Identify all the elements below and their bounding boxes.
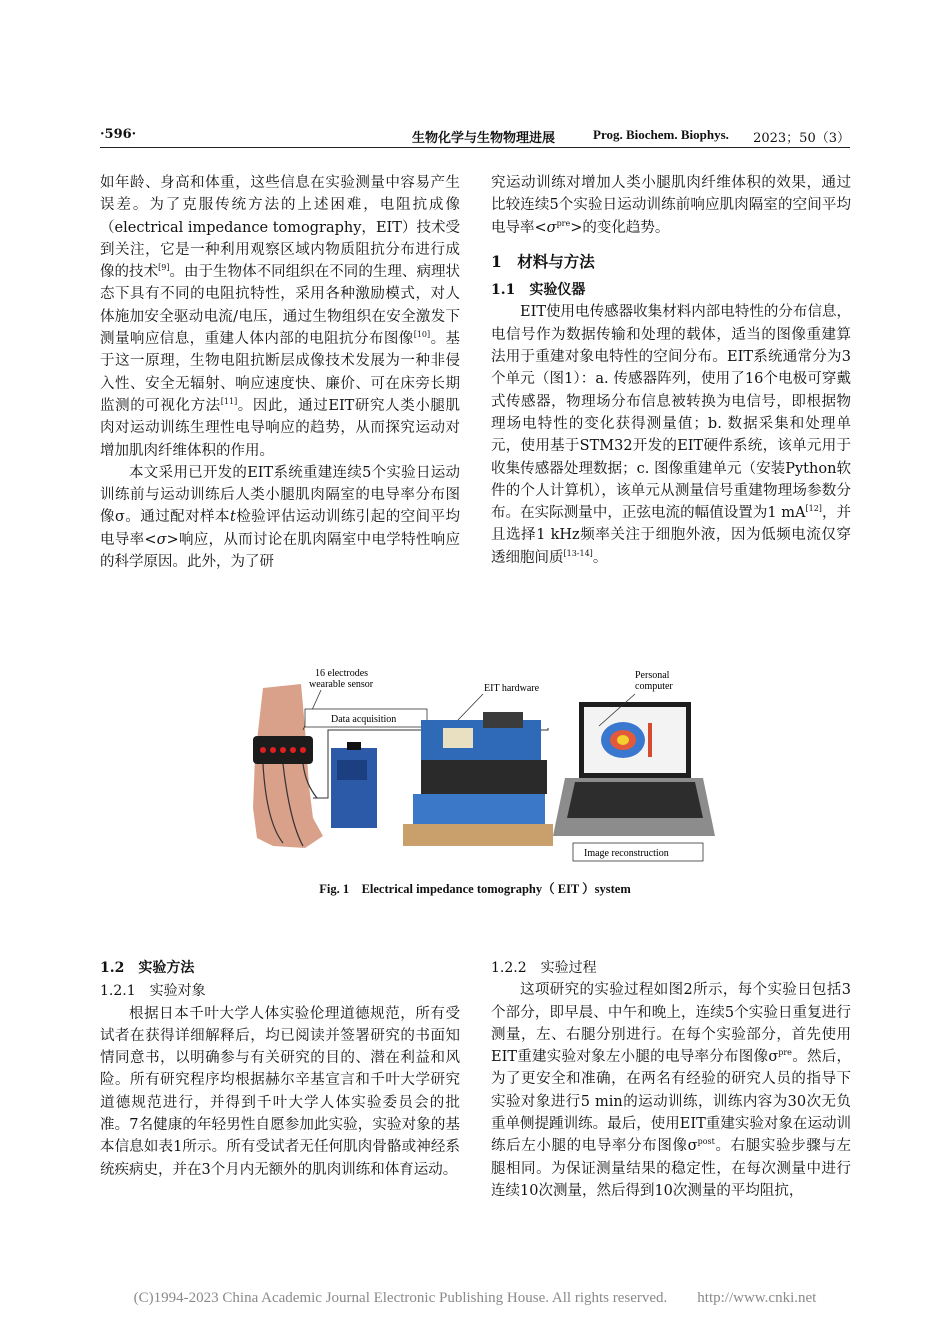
subsection-heading: 1.1 实验仪器: [491, 282, 586, 299]
copyright-footer: (C)1994-2023 China Academic Journal Electronic Publishing House. All rights reserved. http://www.cnki.net: [133, 1290, 817, 1306]
label-eit-hardware: EIT hardware: [484, 683, 540, 694]
label-data-acquisition: Data acquisition: [331, 714, 397, 725]
left-column-upper: [100, 172, 460, 573]
citation[interactable]: [12]: [805, 504, 822, 514]
eit-system-illustration: [243, 668, 715, 871]
paragraph: 本文采用已开发的EIT系统重建连续5个实验日运动训练前与运动训练后人类小腿肌肉隔室的电导率分布图像σ。通过配对样本t检验评估运动训练引起的空间平均电导率<σ>响应，从而讨论在肌肉隔室中电学特性响应的科学原因。此外，为了研: [100, 464, 460, 571]
right-column-lower: [491, 957, 851, 1202]
journal-title-cn: 生物化学与生物物理进展: [412, 131, 556, 146]
section-heading: 1 材料与方法: [491, 251, 595, 271]
subsubsection-heading: 1.2.1 实验对象: [100, 983, 206, 1000]
left-column-lower: [100, 957, 460, 1181]
journal-title-en: Prog. Biochem. Biophys.: [593, 127, 729, 142]
figure-eit-system: [243, 668, 715, 871]
paragraph: 究运动训练对增加人类小腿肌肉纤维体积的效果，通过比较连续5个实验日运动训练前响应肌肉隔室的空间平均电导率$<\sigma^{pre}>$的变化趋势。: [491, 175, 851, 236]
citation[interactable]: [13-14]: [563, 548, 593, 558]
citation[interactable]: [9]: [158, 263, 170, 273]
figure-caption: Fig. 1 Electrical impedance tomography（ EIT ）system: [319, 882, 631, 896]
journal-volume: 2023；50（3）: [753, 131, 850, 146]
page-header: [100, 124, 850, 148]
citation[interactable]: [10]: [413, 330, 431, 340]
paragraph: EIT使用电传感器收集材料内部电特性的分布信息，电信号作为数据传输和处理的载体，适当的图像重建算法用于重建对象电特性的空间分布。EIT系统通常分为3个单元（图1）：a. 传感器阵列，使用了16个电极可穿戴式传感器，物理场分布信息被转换为电信号，即根据物理场电特性的变化获得测量值；b. 数据采集和处理单元，使用基于STM32开发的EIT硬件系统，该单元用于收集传感器处理数据；c. 图像重建单元（安装Python软件的个人计算机），该单元从测量信号重建物理场参数分布。在实际测量中，正弦电流的幅值设置为1 mA[12]，并且选择1 kHz频率关注于细胞外液，因为低频电流仅穿透细胞间质[13-14]。: [491, 304, 851, 566]
label-electrodes: 16 electrodes: [315, 668, 369, 679]
citation[interactable]: [11]: [220, 397, 238, 407]
paragraph: 如年龄、身高和体重，这些信息在实验测量中容易产生误差。为了克服传统方法的上述困难，电阻抗成像（electrical impedance tomography，EIT）技术受到关注，它是一种利用观察区域内物质阻抗分布进行成像的技术[9]。由于生物体不同组织在不同的生理、病理状态下具有不同的电阻抗特性，采用各种激励模式，对人体施加安全驱动电流/电压，通过生物组织在安全激发下测量响应信息，重建人体内部的电阻抗分布图像[10]。基于这一原理，生物电阻抗断层成像技术发展为一种非侵入性、安全无辐射、响应速度快、廉价、可在床旁长期监测的可视化方法[11]。因此，通过EIT研究人类小腿肌肉对运动训练生理性电导响应的趋势，从而探究运动对增加肌肉纤维体积的作用。: [100, 175, 461, 459]
right-column-upper: [491, 172, 851, 569]
label-computer: computer: [635, 681, 673, 692]
paragraph: 根据日本千叶大学人体实验伦理道德规范，所有受试者在获得详细解释后，均已阅读并签署研究的书面知情同意书，以明确参与有关研究的目的、潜在利益和风险。所有研究程序均根据赫尔辛基宣言和千叶大学研究道德规范进行，并得到千叶大学人体实验委员会的批准。7名健康的年轻男性自愿参加此实验，实验对象的基本信息如表1所示。所有受试者无任何肌肉骨骼或神经系统疾病史，并在3个月内无额外的肌肉训练和体育运动。: [100, 1005, 460, 1178]
page-number: ·596·: [100, 127, 137, 142]
label-personal: Personal: [635, 670, 670, 681]
label-wearable-sensor: wearable sensor: [309, 679, 374, 690]
label-image-reconstruction: Image reconstruction: [584, 848, 669, 859]
subsubsection-heading: 1.2.2 实验过程: [491, 960, 597, 976]
subsection-heading: 1.2 实验方法: [100, 960, 195, 976]
paragraph: 这项研究的实验过程如图2所示，每个实验日包括3个部分，即早晨、中午和晚上，连续5个实验日重复进行测量，左、右腿分别进行。在每个实验部分，首先使用EIT重建实验对象左小腿的电导率分布图像$\sigma^{pre}$。然后，为了更安全和准确，在两名有经验的研究人员的指导下实验对象进行5 min的运动训练，训练内容为30次无负重单侧提踵训练。最后，使用EIT重建实验对象在运动训练后左小腿的电导率分布图像$\sigma^{post}$。右腿实验步骤与左腿相同。为保证测量结果的稳定性，在每次测量中进行连续10次测量，然后得到10次测量的平均阻抗，: [491, 982, 852, 1199]
